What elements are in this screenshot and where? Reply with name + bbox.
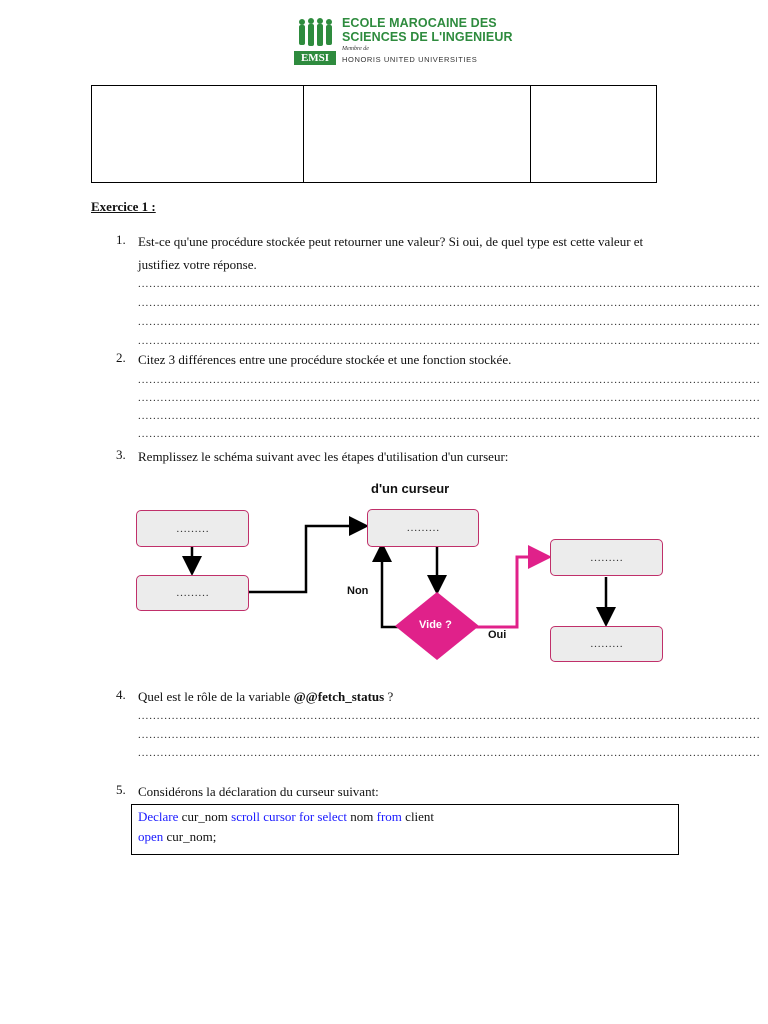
flowchart-title: d'un curseur <box>371 481 450 496</box>
question-text: Citez 3 différences entre une procédure stockée et une fonction stockée. <box>138 352 512 367</box>
answer-line[interactable]: ...................................................................................................................................................................... <box>138 335 761 347</box>
no-label: Non <box>347 585 369 597</box>
answer-line[interactable]: ...................................................................................................................................................................... <box>138 729 761 741</box>
arrow-non <box>382 547 400 627</box>
network-name: HONORIS UNITED UNIVERSITIES <box>342 55 478 64</box>
question-text: Quel est le rôle de la variable @@fetch_status ? <box>138 689 394 704</box>
emsi-logo: EMSI <box>294 51 336 65</box>
question-number: 3. <box>116 447 126 462</box>
fetch-status-var: @@fetch_status <box>293 689 385 704</box>
question-text: justifiez votre réponse. <box>138 257 257 272</box>
answer-line[interactable]: ...................................................................................................................................................................... <box>138 392 761 404</box>
question-text: Remplissez le schéma suivant avec les étapes d'utilisation d'un curseur: <box>138 449 509 464</box>
answer-line[interactable]: ...................................................................................................................................................................... <box>138 297 761 309</box>
question-number: 5. <box>116 782 126 797</box>
answer-line[interactable]: ...................................................................................................................................................................... <box>138 428 761 440</box>
code-box <box>131 804 679 855</box>
code-line-2: open cur_nom; <box>138 829 217 844</box>
member-label: Membre de <box>342 46 369 52</box>
code-line-1: Declare cur_nom scroll cursor for select nom from client <box>138 809 435 824</box>
flow-box-3[interactable]: ……… <box>367 509 479 547</box>
flow-box-4[interactable]: ……… <box>550 539 663 576</box>
arrow-2-3 <box>249 526 364 592</box>
exercise-title: Exercice 1 : <box>91 199 156 214</box>
answer-line[interactable]: ...................................................................................................................................................................... <box>138 747 761 759</box>
answer-line[interactable]: ...................................................................................................................................................................... <box>138 278 761 290</box>
question-number: 4. <box>116 687 126 702</box>
answer-line[interactable]: ...................................................................................................................................................................... <box>138 316 761 328</box>
decision-label: Vide ? <box>419 619 452 631</box>
arrow-oui <box>474 557 546 627</box>
answer-line[interactable]: ...................................................................................................................................................................... <box>138 374 761 386</box>
school-name: ECOLE MAROCAINE DES SCIENCES DE L'INGENIEUR <box>342 16 513 44</box>
flow-box-2[interactable]: ……… <box>136 575 249 611</box>
flow-box-1[interactable]: ……… <box>136 510 249 547</box>
flow-box-5[interactable]: ……… <box>550 626 663 662</box>
question-number: 1. <box>116 232 126 247</box>
answer-line[interactable]: ...................................................................................................................................................................... <box>138 710 761 722</box>
yes-label: Oui <box>488 629 507 641</box>
question-text: Est-ce qu'une procédure stockée peut retourner une valeur? Si oui, de quel type est cette valeur et <box>138 234 644 249</box>
question-text: Considérons la déclaration du curseur suivant: <box>138 784 379 799</box>
answer-line[interactable]: ...................................................................................................................................................................... <box>138 410 761 422</box>
question-number: 2. <box>116 350 126 365</box>
